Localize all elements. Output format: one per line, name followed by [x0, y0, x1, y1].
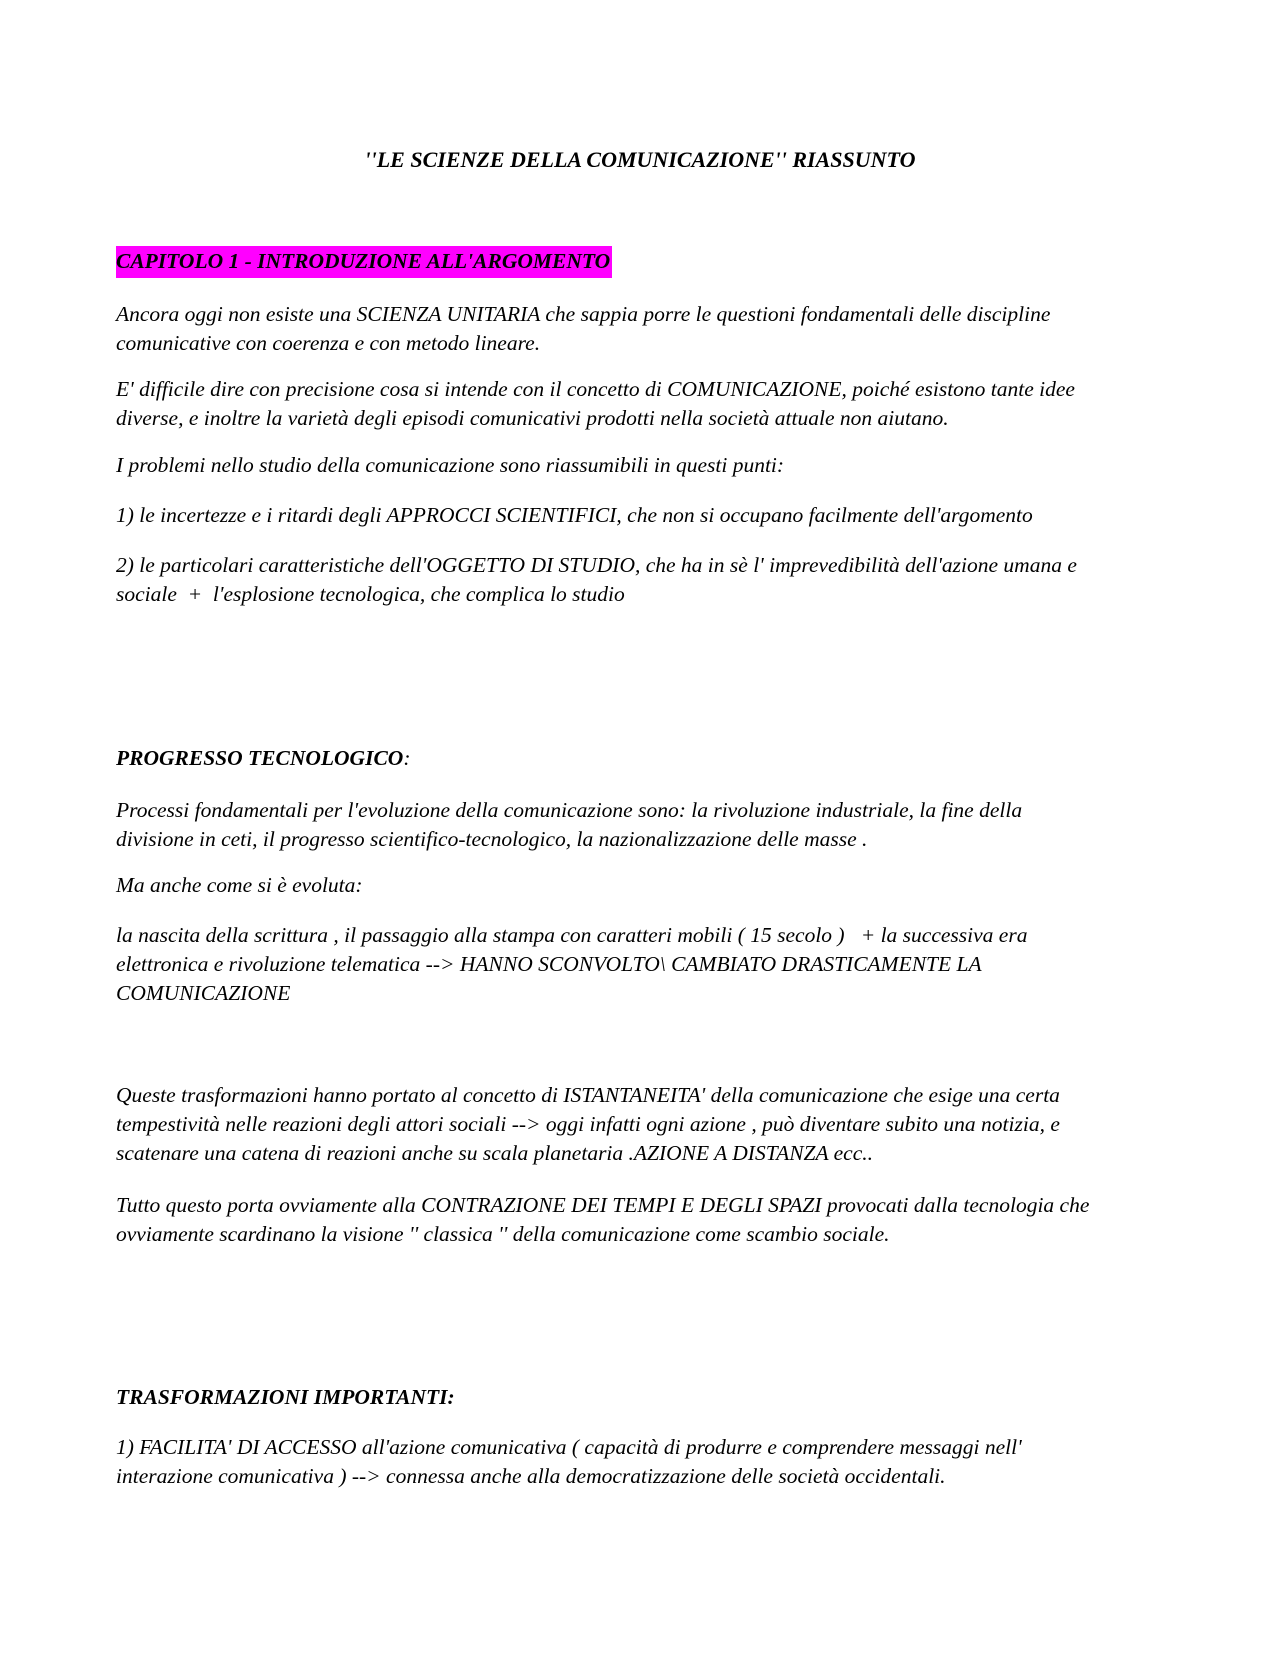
chapter-heading	[116, 247, 1166, 276]
progress-heading-text: PROGRESSO TECNOLOGICO	[116, 746, 404, 770]
text-line: tempestività nelle reazioni degli attori sociali --> oggi infatti ogni azione , può diventare subito una notizia, e	[116, 1112, 1060, 1136]
progress-paragraph-1	[116, 796, 1166, 854]
text-line: elettronica e rivoluzione telematica --> HANNO SCONVOLTO\ CAMBIATO DRASTICAMENTE LA	[116, 952, 982, 976]
transformations-point-1	[116, 1433, 1166, 1491]
chapter1-point-2	[116, 551, 1166, 609]
text-line: comunicative con coerenza e con metodo lineare.	[116, 331, 541, 355]
text-line: sociale + l'esplosione tecnologica, che complica lo studio	[116, 582, 625, 606]
progress-paragraph-4	[116, 1081, 1166, 1168]
progress-heading	[116, 744, 1166, 773]
text-line: Tutto questo porta ovviamente alla CONTRAZIONE DEI TEMPI E DEGLI SPAZI provocati dalla tecnologia che	[116, 1193, 1090, 1217]
text-line: scatenare una catena di reazioni anche su scala planetaria .AZIONE A DISTANZA ecc..	[116, 1141, 873, 1165]
text-line: Ancora oggi non esiste una SCIENZA UNITARIA che sappia porre le questioni fondamentali delle discipline	[116, 302, 1051, 326]
chapter1-paragraph-3	[116, 451, 1166, 480]
transformations-heading-text: TRASFORMAZIONI IMPORTANTI:	[116, 1385, 455, 1409]
text-line: 1) le incertezze e i ritardi degli APPROCCI SCIENTIFICI, che non si occupano facilmente dell'argomento	[116, 503, 1033, 527]
transformations-heading	[116, 1383, 1166, 1412]
text-line: la nascita della scrittura , il passaggio alla stampa con caratteri mobili ( 15 secolo ) + la successiva era	[116, 923, 1028, 947]
text-line: diverse, e inoltre la varietà degli episodi comunicativi prodotti nella società attuale non aiutano.	[116, 406, 949, 430]
text-line: E' difficile dire con precisione cosa si intende con il concetto di COMUNICAZIONE, poiché esistono tante idee	[116, 377, 1075, 401]
text-line: ovviamente scardinano la visione '' classica '' della comunicazione come scambio sociale.	[116, 1222, 890, 1246]
chapter1-paragraph-1	[116, 300, 1166, 358]
document-title: ''LE SCIENZE DELLA COMUNICAZIONE'' RIASSUNTO	[364, 147, 916, 172]
text-line: interazione comunicativa ) --> connessa anche alla democratizzazione delle società occidentali.	[116, 1464, 946, 1488]
progress-paragraph-3	[116, 921, 1166, 1008]
progress-paragraph-5	[116, 1191, 1166, 1249]
chapter1-paragraph-2	[116, 375, 1166, 433]
chapter1-point-1	[116, 501, 1166, 530]
text-line: I problemi nello studio della comunicazione sono riassumibili in questi punti:	[116, 453, 785, 477]
text-line: Queste trasformazioni hanno portato al concetto di ISTANTANEITA' della comunicazione che esige una certa	[116, 1083, 1060, 1107]
progress-paragraph-2	[116, 871, 1166, 900]
chapter-heading-highlight: CAPITOLO 1 - INTRODUZIONE ALL'ARGOMENTO	[116, 246, 612, 278]
text-line: 1) FACILITA' DI ACCESSO all'azione comunicativa ( capacità di produrre e comprendere messaggi nell'	[116, 1435, 1022, 1459]
progress-heading-suffix: :	[403, 746, 411, 770]
text-line: COMUNICAZIONE	[116, 981, 291, 1005]
text-line: divisione in ceti, il progresso scientifico-tecnologico, la nazionalizzazione delle masse .	[116, 827, 868, 851]
text-line: Ma anche come si è evoluta:	[116, 873, 363, 897]
text-line: 2) le particolari caratteristiche dell'OGGETTO DI STUDIO, che ha in sè l' imprevedibilità dell'azione umana e	[116, 553, 1077, 577]
text-line: Processi fondamentali per l'evoluzione della comunicazione sono: la rivoluzione industriale, la fine della	[116, 798, 1023, 822]
